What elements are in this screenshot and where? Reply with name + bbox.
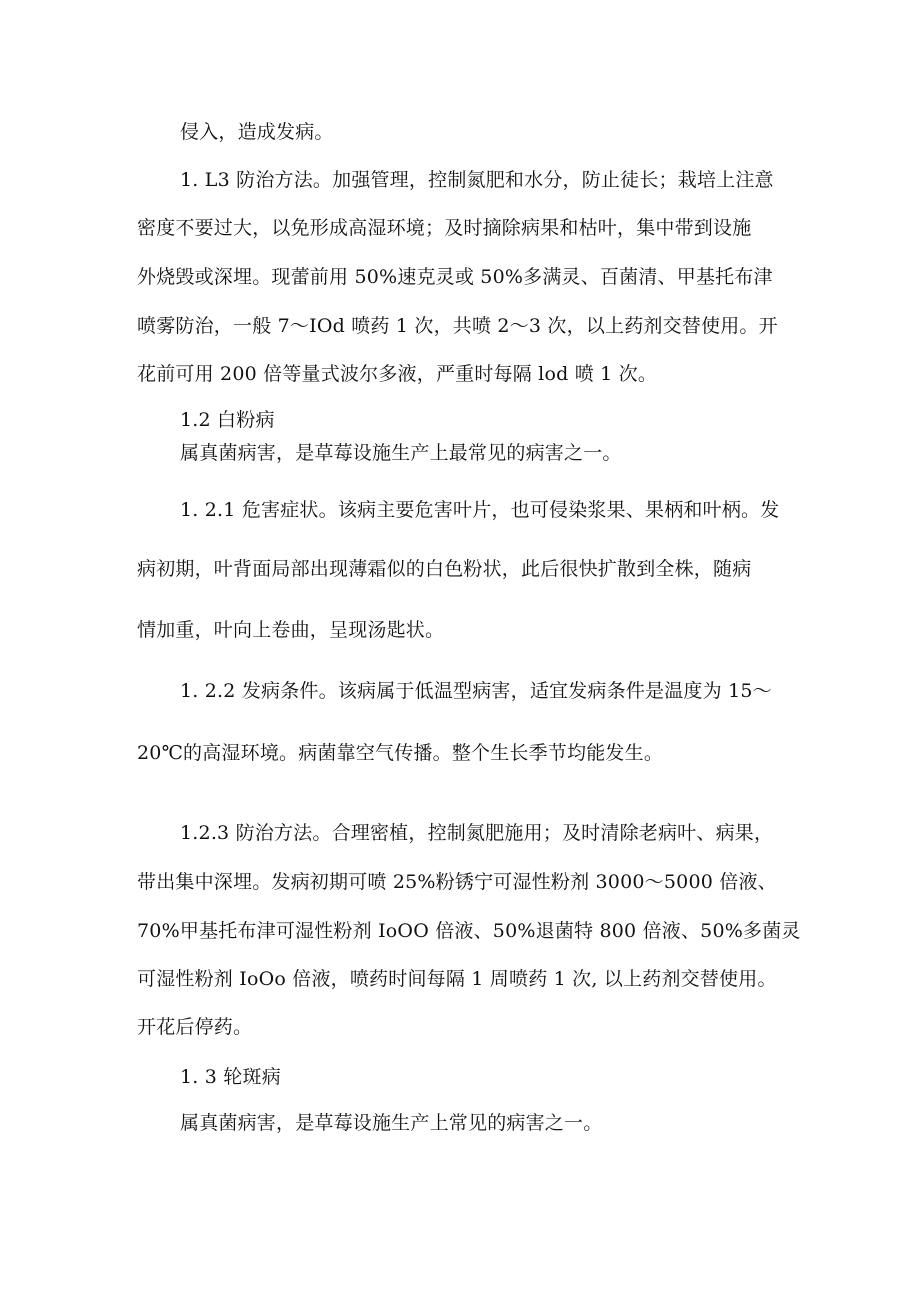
text-line: 带出集中深埋。发病初期可喷 25%粉锈宁可湿性粉剂 3000～5000 倍液、 (137, 871, 777, 893)
text-line: 属真菌病害，是草莓设施生产上最常见的病害之一。 (180, 442, 622, 464)
text-line: 密度不要过大，以免形成高湿环境；及时摘除病果和枯叶，集中带到设施 (137, 217, 752, 239)
text-line: 开花后停药。 (137, 1016, 253, 1038)
text-line: 1. L3 防治方法。加强管理，控制氮肥和水分，防止徒长；栽培上注意 (180, 169, 774, 191)
text-line: 侵入，造成发病。 (180, 121, 334, 143)
text-line: 病初期，叶背面局部出现薄霜似的白色粉状，此后很快扩散到全株，随病 (137, 558, 752, 580)
text-line: 70%甲基托布津可湿性粉剂 IoOO 倍液、50%退菌特 800 倍液、50%多菌灵 (137, 920, 801, 942)
text-line: 20℃的高湿环境。病菌靠空气传播。整个生长季节均能发生。 (137, 742, 664, 764)
text-line: 1. 2.2 发病条件。该病属于低温型病害，适宜发病条件是温度为 15～ (180, 680, 772, 702)
text-line: 可湿性粉剂 IoOo 倍液，喷药时间每隔 1 周喷药 1 次, 以上药剂交替使用。 (137, 968, 777, 990)
text-line: 外烧毁或深埋。现蕾前用 50%速克灵或 50%多满灵、百菌清、甲基托布津 (137, 266, 773, 288)
text-line: 属真菌病害，是草莓设施生产上常见的病害之一。 (180, 1112, 603, 1134)
text-line: 喷雾防治，一般 7～IOd 喷药 1 次，共喷 2～3 次，以上药剂交替使用。开 (137, 315, 778, 337)
text-line: 1. 2.1 危害症状。该病主要危害叶片，也可侵染浆果、果柄和叶柄。发 (180, 499, 780, 521)
text-line: 情加重，叶向上卷曲，呈现汤匙状。 (137, 619, 445, 641)
text-line: 1.2.3 防治方法。合理密植，控制氮肥施用；及时清除老病叶、病果， (180, 822, 774, 844)
section-heading: 1.2 白粉病 (180, 409, 275, 431)
text-line: 花前可用 200 倍等量式波尔多液，严重时每隔 lod 喷 1 次。 (137, 363, 658, 385)
section-heading: 1. 3 轮斑病 (180, 1066, 281, 1088)
